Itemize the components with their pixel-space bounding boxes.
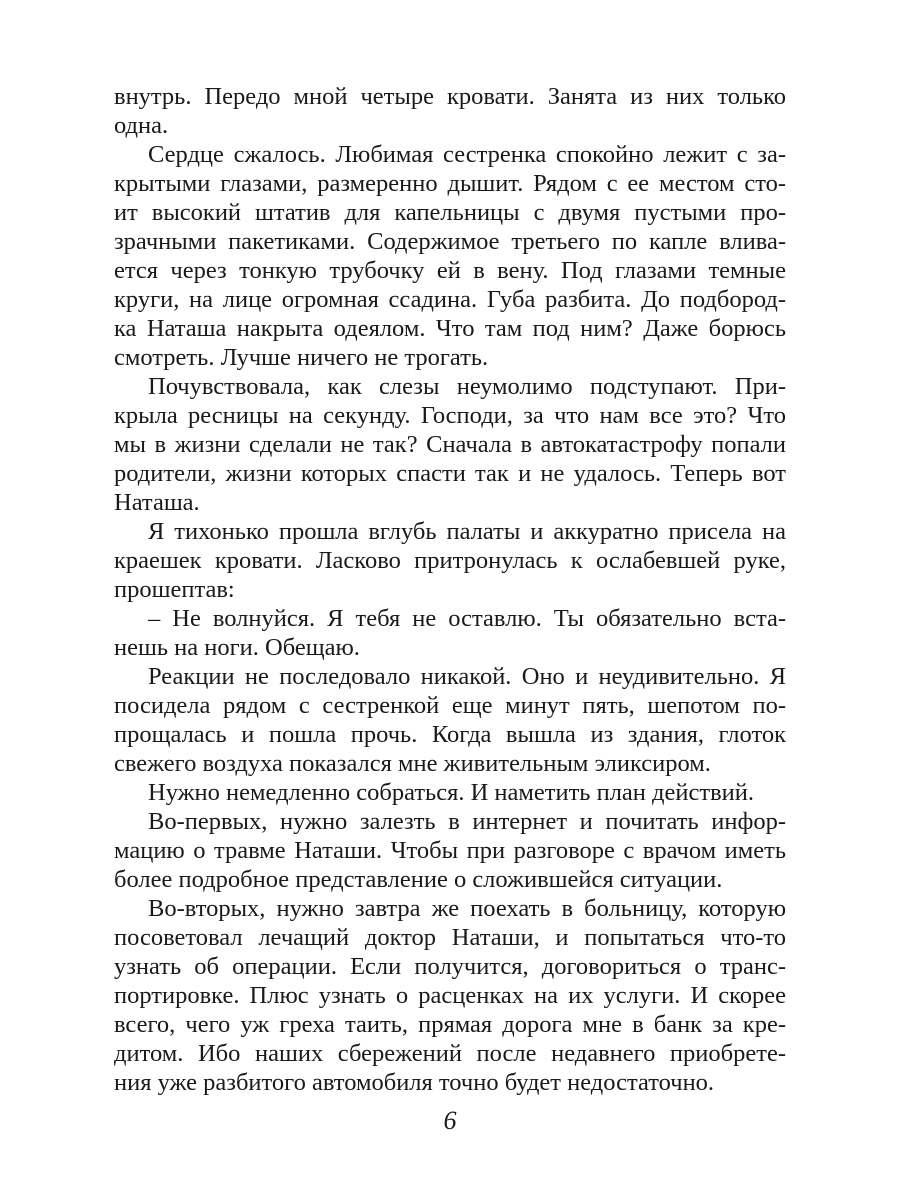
text-line: Во-первых, нужно залезть в интернет и почитать инфор- xyxy=(148,808,786,835)
text-line: Почувствовала, как слезы неумолимо подступают. При- xyxy=(148,373,786,400)
text-line: узнать об операции. Если получится, договориться о транс- xyxy=(114,953,786,980)
paragraph-4 xyxy=(114,517,786,604)
text-line: дитом. Ибо наших сбережений после недавнего приобрете- xyxy=(114,1040,786,1067)
paragraph-8 xyxy=(114,807,786,894)
text-line: краешек кровати. Ласково притронулась к ослабевшей руке, xyxy=(114,547,786,574)
text-line: Реакции не последовало никакой. Оно и неудивительно. Я xyxy=(148,663,786,690)
text-line: одна. xyxy=(114,112,169,139)
paragraph-5-dialogue xyxy=(114,604,786,662)
text-line: смотреть. Лучше ничего не трогать. xyxy=(114,344,489,371)
text-line: более подробное представление о сложившейся ситуации. xyxy=(114,866,723,893)
text-line: нешь на ноги. Обещаю. xyxy=(114,634,360,661)
text-line: ит высокий штатив для капельницы с двумя пустыми про- xyxy=(114,199,786,226)
text-line: ется через тонкую трубочку ей в вену. Под глазами темные xyxy=(114,257,786,284)
text-line: Нужно немедленно собраться. И наметить план действий. xyxy=(148,779,754,806)
text-line: мацию о травме Наташи. Чтобы при разговоре с врачом иметь xyxy=(114,837,786,864)
paragraph-6 xyxy=(114,662,786,778)
paragraph-1 xyxy=(114,82,786,140)
text-line: посоветовал лечащий доктор Наташи, и попытаться что-то xyxy=(114,924,786,951)
text-line: крытыми глазами, размеренно дышит. Рядом с ее местом сто- xyxy=(114,170,786,197)
text-line: Наташа. xyxy=(114,489,200,516)
paragraph-9 xyxy=(114,894,786,1097)
paragraph-7 xyxy=(114,778,786,807)
text-line: внутрь. Передо мной четыре кровати. Занята из них только xyxy=(114,83,786,110)
paragraph-2 xyxy=(114,140,786,372)
text-line: Я тихонько прошла вглубь палаты и аккуратно присела на xyxy=(148,518,786,545)
text-line: ния уже разбитого автомобиля точно будет недостаточно. xyxy=(114,1069,715,1096)
text-line: портировке. Плюс узнать о расценках на их услуги. И скорее xyxy=(114,982,786,1009)
text-line: прошептав: xyxy=(114,576,235,603)
text-line: родители, жизни которых спасти так и не удалось. Теперь вот xyxy=(114,460,786,487)
text-line: Во-вторых, нужно завтра же поехать в больницу, которую xyxy=(148,895,786,922)
text-line: – Не волнуйся. Я тебя не оставлю. Ты обязательно вста- xyxy=(148,605,786,632)
text-line: ка Наташа накрыта одеялом. Что там под ним? Даже борюсь xyxy=(114,315,786,342)
text-line: мы в жизни сделали не так? Сначала в автокатастрофу попали xyxy=(114,431,786,458)
page-number: 6 xyxy=(443,1106,457,1135)
text-line: всего, чего уж греха таить, прямая дорога мне в банк за кре- xyxy=(114,1011,786,1038)
text-line: зрачными пакетиками. Содержимое третьего по капле влива- xyxy=(114,228,786,255)
text-line: круги, на лице огромная ссадина. Губа разбита. До подбород- xyxy=(114,286,786,313)
text-line: Сердце сжалось. Любимая сестренка спокойно лежит с за- xyxy=(148,141,786,168)
page-text xyxy=(114,82,786,1097)
paragraph-3 xyxy=(114,372,786,517)
text-line: посидела рядом с сестренкой еще минут пять, шепотом по- xyxy=(114,692,786,719)
text-line: прощалась и пошла прочь. Когда вышла из здания, глоток xyxy=(114,721,786,748)
text-line: крыла ресницы на секунду. Господи, за что нам все это? Что xyxy=(114,402,786,429)
text-line: свежего воздуха показался мне живительным эликсиром. xyxy=(114,750,711,777)
